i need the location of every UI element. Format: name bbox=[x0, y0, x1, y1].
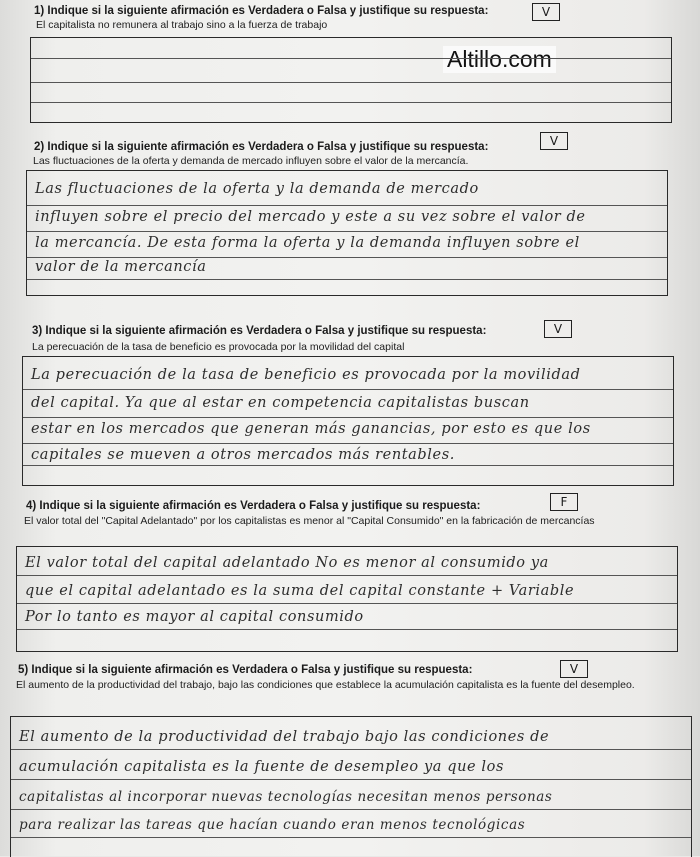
handwritten-line: influyen sobre el precio del mercado y este a su vez sobre el valor de bbox=[35, 209, 586, 225]
question-heading: 2) Indique si la siguiente afirmación es Verdadera o Falsa y justifique su respuesta: bbox=[34, 141, 489, 153]
ruled-line bbox=[23, 417, 673, 418]
answer-box[interactable]: V bbox=[560, 660, 588, 678]
ruled-line bbox=[27, 279, 667, 280]
answer-area[interactable] bbox=[26, 170, 668, 296]
ruled-line bbox=[27, 205, 667, 206]
answer-area[interactable] bbox=[16, 546, 678, 652]
answer-box[interactable]: V bbox=[544, 320, 572, 338]
ruled-line bbox=[11, 779, 691, 780]
ruled-line bbox=[27, 231, 667, 232]
question-statement: El capitalista no remunera al trabajo sino a la fuerza de trabajo bbox=[36, 19, 328, 31]
ruled-line bbox=[17, 603, 677, 604]
question-heading: 3) Indique si la siguiente afirmación es Verdadera o Falsa y justifique su respuesta: bbox=[32, 325, 487, 337]
question-statement: El valor total del "Capital Adelantado" por los capitalistas es menor al "Capital Consumido" en la fabricación de mercancías bbox=[24, 515, 595, 527]
watermark: Altillo.com bbox=[443, 46, 556, 73]
answer-box[interactable]: F bbox=[550, 493, 578, 511]
answer-area[interactable] bbox=[30, 37, 672, 123]
handwritten-line: El valor total del capital adelantado No es menor al consumido ya bbox=[25, 555, 549, 571]
answer-box[interactable]: V bbox=[532, 3, 560, 21]
handwritten-line: que el capital adelantado es la suma del capital constante + Variable bbox=[25, 583, 575, 599]
ruled-line bbox=[31, 82, 671, 83]
handwritten-line: La perecuación de la tasa de beneficio es provocada por la movilidad bbox=[31, 367, 581, 383]
handwritten-line: capitales se mueven a otros mercados más rentables. bbox=[31, 447, 455, 463]
handwritten-line: estar en los mercados que generan más ganancias, por esto es que los bbox=[31, 421, 591, 437]
ruled-line bbox=[31, 58, 671, 59]
ruled-line bbox=[23, 465, 673, 466]
question-statement: El aumento de la productividad del trabajo, bajo las condiciones que establece la acumulación capitalista es la fuente del desempleo. bbox=[16, 679, 635, 691]
question-heading: 1) Indique si la siguiente afirmación es Verdadera o Falsa y justifique su respuesta: bbox=[34, 5, 489, 17]
question-heading: 5) Indique si la siguiente afirmación es Verdadera o Falsa y justifique su respuesta: bbox=[18, 664, 473, 676]
handwritten-line: Por lo tanto es mayor al capital consumido bbox=[25, 609, 364, 625]
ruled-line bbox=[23, 443, 673, 444]
ruled-line bbox=[11, 837, 691, 838]
question-statement: Las fluctuaciones de la oferta y demanda de mercado influyen sobre el valor de la mercancía. bbox=[33, 155, 469, 167]
answer-box[interactable]: V bbox=[540, 132, 568, 150]
ruled-line bbox=[31, 102, 671, 103]
question-heading: 4) Indique si la siguiente afirmación es Verdadera o Falsa y justifique su respuesta: bbox=[26, 500, 481, 512]
handwritten-line: valor de la mercancía bbox=[35, 259, 207, 275]
handwritten-line: capitalistas al incorporar nuevas tecnologías necesitan menos personas bbox=[19, 789, 553, 805]
ruled-line bbox=[11, 809, 691, 810]
handwritten-line: para realizar las tareas que hacían cuando eran menos tecnológicas bbox=[19, 817, 526, 833]
ruled-line bbox=[27, 257, 667, 258]
handwritten-line: la mercancía. De esta forma la oferta y la demanda influyen sobre el bbox=[35, 235, 580, 251]
handwritten-line: del capital. Ya que al estar en competencia capitalistas buscan bbox=[31, 395, 530, 411]
answer-area[interactable] bbox=[10, 716, 692, 857]
ruled-line bbox=[11, 749, 691, 750]
handwritten-line: El aumento de la productividad del trabajo bajo las condiciones de bbox=[19, 729, 550, 745]
handwritten-line: acumulación capitalista es la fuente de desempleo ya que los bbox=[19, 759, 505, 775]
ruled-line bbox=[17, 575, 677, 576]
answer-area[interactable] bbox=[22, 356, 674, 486]
handwritten-line: Las fluctuaciones de la oferta y la demanda de mercado bbox=[35, 181, 479, 197]
ruled-line bbox=[17, 629, 677, 630]
ruled-line bbox=[23, 389, 673, 390]
question-statement: La perecuación de la tasa de beneficio es provocada por la movilidad del capital bbox=[32, 341, 405, 353]
